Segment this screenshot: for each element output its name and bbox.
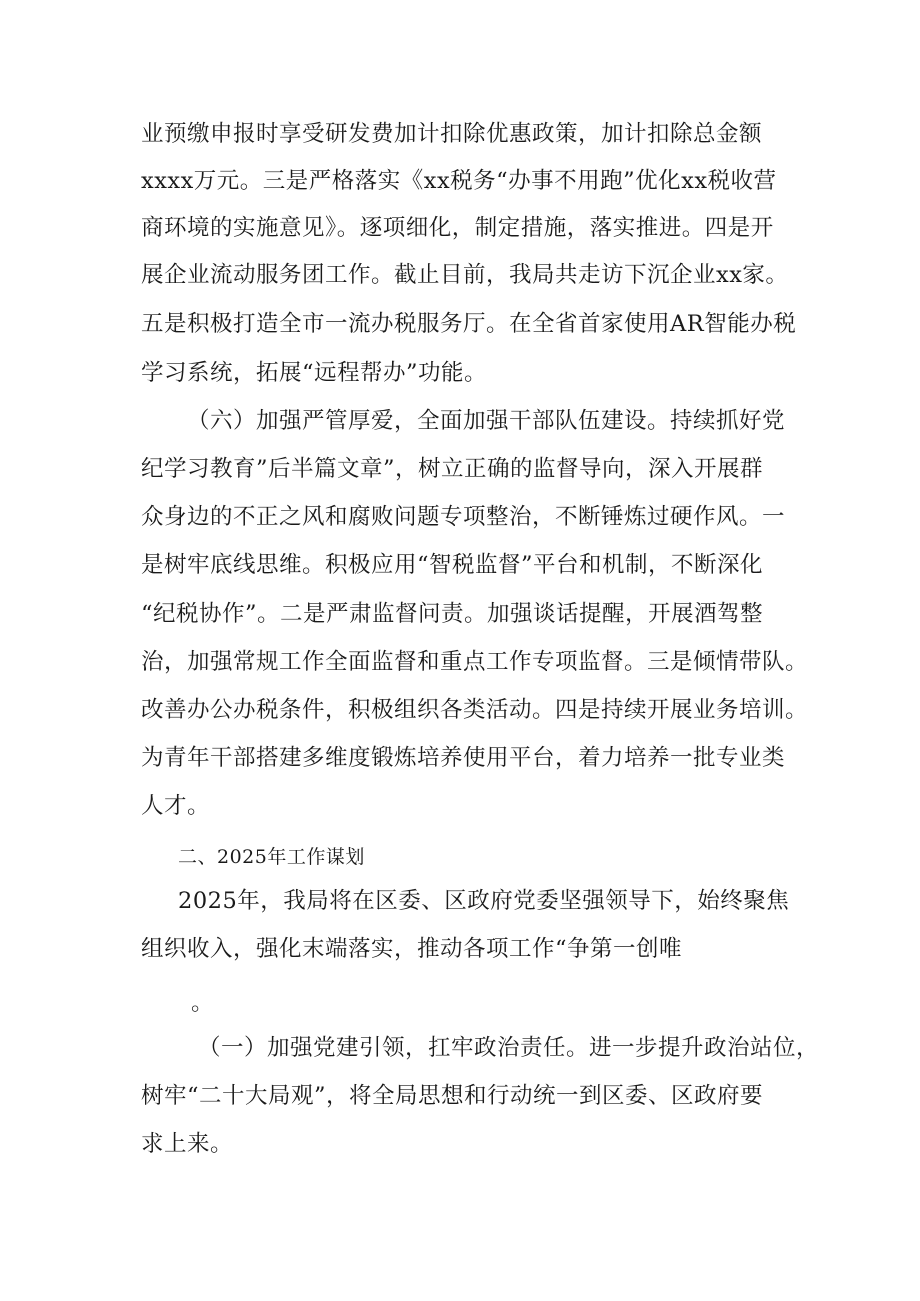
text-line: 。 [191, 990, 215, 1016]
text-line: 学习系统，拓展“远程帮办”功能。 [141, 360, 488, 386]
text-line: 治，加强常规工作全面监督和重点工作专项监督。三是倾情带队。 [141, 649, 809, 675]
text-line: 组织收入，强化末端落实，推动各项工作“争第一创唯 [141, 936, 683, 962]
text-line: xxxx万元。三是严格落实《xx税务“办事不用跑”优化xx税收营 [141, 168, 777, 194]
text-line: 是树牢底线思维。积极应用“智税监督”平台和机制，不断深化 [141, 552, 764, 578]
text-line: 改善办公办税条件，积极组织各类活动。四是持续开展业务培训。 [141, 697, 809, 723]
section-heading-plan: 二、2025年工作谋划 [178, 846, 365, 868]
text-line: 为青年干部搭建多维度锻炼培养使用平台，着力培养一批专业类 [141, 745, 786, 771]
text-line: 众身边的不正之风和腐败问题专项整治，不断锤炼过硬作风。一 [141, 504, 786, 530]
section-heading-one: （一）加强党建引领，扛牢政治责任。进一步提升政治站位， [198, 1035, 820, 1061]
text-line: 商环境的实施意见》。逐项细化，制定措施，落实推进。四是开 [141, 215, 774, 241]
text-line: “纪税协作”。二是严肃监督问责。加强谈话提醒，开展酒驾整 [141, 601, 764, 627]
text-line: 树牢“二十大局观”，将全局思想和行动统一到区委、区政府要 [141, 1083, 764, 1109]
text-line: 五是积极打造全市一流办税服务厅。在全省首家使用AR智能办税 [141, 311, 797, 337]
text-line: 业预缴申报时享受研发费加计扣除优惠政策，加计扣除总金额 [141, 121, 763, 147]
text-line: 2025年，我局将在区委、区政府党委坚强领导下，始终聚焦 [178, 888, 790, 914]
text-line: 纪学习教育”后半篇文章”，树立正确的监督导向，深入开展群 [141, 456, 764, 482]
text-line: 人才。 [141, 793, 211, 819]
text-line: 求上来。 [141, 1131, 234, 1157]
section-heading-six: （六）加强严管厚爱，全面加强干部队伍建设。持续抓好党 [187, 408, 786, 434]
text-line: 展企业流动服务团工作。截止目前，我局共走访下沉企业xx家。 [141, 262, 789, 288]
